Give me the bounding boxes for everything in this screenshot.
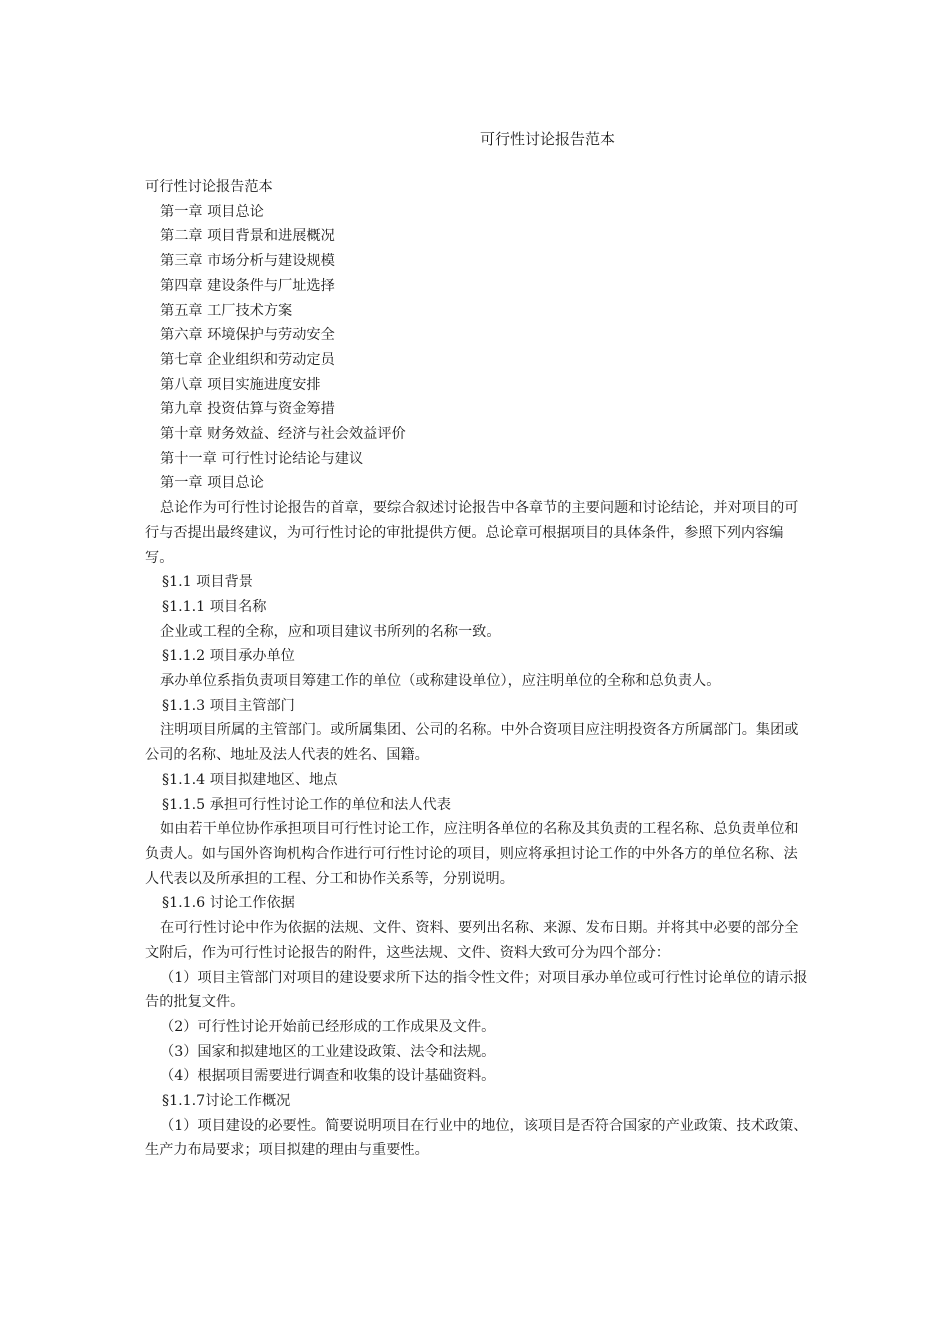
subsection-heading: §1.1.2 项目承办单位 xyxy=(162,648,295,665)
subsection-heading: §1.1.4 项目拟建地区、地点 xyxy=(162,771,338,788)
toc-item: 第二章 项目背景和进展概况 xyxy=(160,228,335,245)
paragraph: 如由若干单位协作承担项目可行性讨论工作，应注明各单位的名称及其负责的工程名称、总负责单位和负责人。如与国外咨询机构合作进行可行性讨论的项目，则应将承担讨论工作的中外各方的单位名称、法人代表以及所承担的工程、分工和协作关系等，分别说明。 xyxy=(145,821,799,887)
subsection-heading: §1.1.5 承担可行性讨论工作的单位和法人代表 xyxy=(162,796,451,813)
subsection-heading: §1.1.7讨论工作概况 xyxy=(162,1093,291,1110)
subsection-heading: §1.1.3 项目主管部门 xyxy=(162,697,295,714)
list-item: （3）国家和拟建地区的工业建设政策、法令和法规。 xyxy=(160,1043,496,1060)
toc-item: 第三章 市场分析与建设规模 xyxy=(160,253,335,270)
chapter-heading: 第一章 项目总论 xyxy=(160,475,264,492)
document-body xyxy=(145,175,810,1163)
list-item: （2）可行性讨论开始前已经形成的工作成果及文件。 xyxy=(160,1018,496,1035)
toc-item: 第五章 工厂技术方案 xyxy=(160,302,293,319)
paragraph: 注明项目所属的主管部门。或所属集团、公司的名称。中外合资项目应注明投资各方所属部门。集团或公司的名称、地址及法人代表的姓名、国籍。 xyxy=(145,722,799,764)
paragraph: 承办单位系指负责项目筹建工作的单位（或称建设单位），应注明单位的全称和总负责人。 xyxy=(160,673,721,690)
toc-item: 第十一章 可行性讨论结论与建议 xyxy=(160,450,364,467)
toc-item: 第四章 建设条件与厂址选择 xyxy=(160,277,335,294)
toc-item: 第七章 企业组织和劳动定员 xyxy=(160,351,335,368)
section-heading: §1.1 项目背景 xyxy=(162,574,253,591)
toc-item: 第六章 环境保护与劳动安全 xyxy=(160,327,335,344)
list-item: （4）根据项目需要进行调查和收集的设计基础资料。 xyxy=(160,1068,496,1085)
paragraph: 在可行性讨论中作为依据的法规、文件、资料、要列出名称、来源、发布日期。并将其中必要的部分全文附后，作为可行性讨论报告的附件，这些法规、文件、资料大致可分为四个部分： xyxy=(145,920,799,961)
document-heading: 可行性讨论报告范本 xyxy=(145,179,273,195)
page-title: 可行性讨论报告范本 xyxy=(479,130,615,148)
toc-item: 第一章 项目总论 xyxy=(160,203,264,220)
list-item: （1）项目主管部门对项目的建设要求所下达的指令性文件；对项目承办单位或可行性讨论单位的请示报告的批复文件。 xyxy=(145,969,808,1011)
subsection-heading: §1.1.6 讨论工作依据 xyxy=(162,895,295,912)
list-item: （1）项目建设的必要性。简要说明项目在行业中的地位，该项目是否符合国家的产业政策、技术政策、生产力布局要求；项目拟建的理由与重要性。 xyxy=(145,1117,808,1159)
toc-item: 第八章 项目实施进度安排 xyxy=(160,376,321,393)
paragraph-intro: 总论作为可行性讨论报告的首章，要综合叙述讨论报告中各章节的主要问题和讨论结论，并对项目的可行与否提出最终建议，为可行性讨论的审批提供方便。总论章可根据项目的具体条件，参照下列内容编写。 xyxy=(145,500,799,566)
toc-item: 第九章 投资估算与资金筹措 xyxy=(160,401,335,418)
paragraph: 企业或工程的全称，应和项目建议书所列的名称一致。 xyxy=(160,623,501,640)
toc-item: 第十章 财务效益、经济与社会效益评价 xyxy=(160,426,406,443)
subsection-heading: §1.1.1 项目名称 xyxy=(162,598,267,615)
